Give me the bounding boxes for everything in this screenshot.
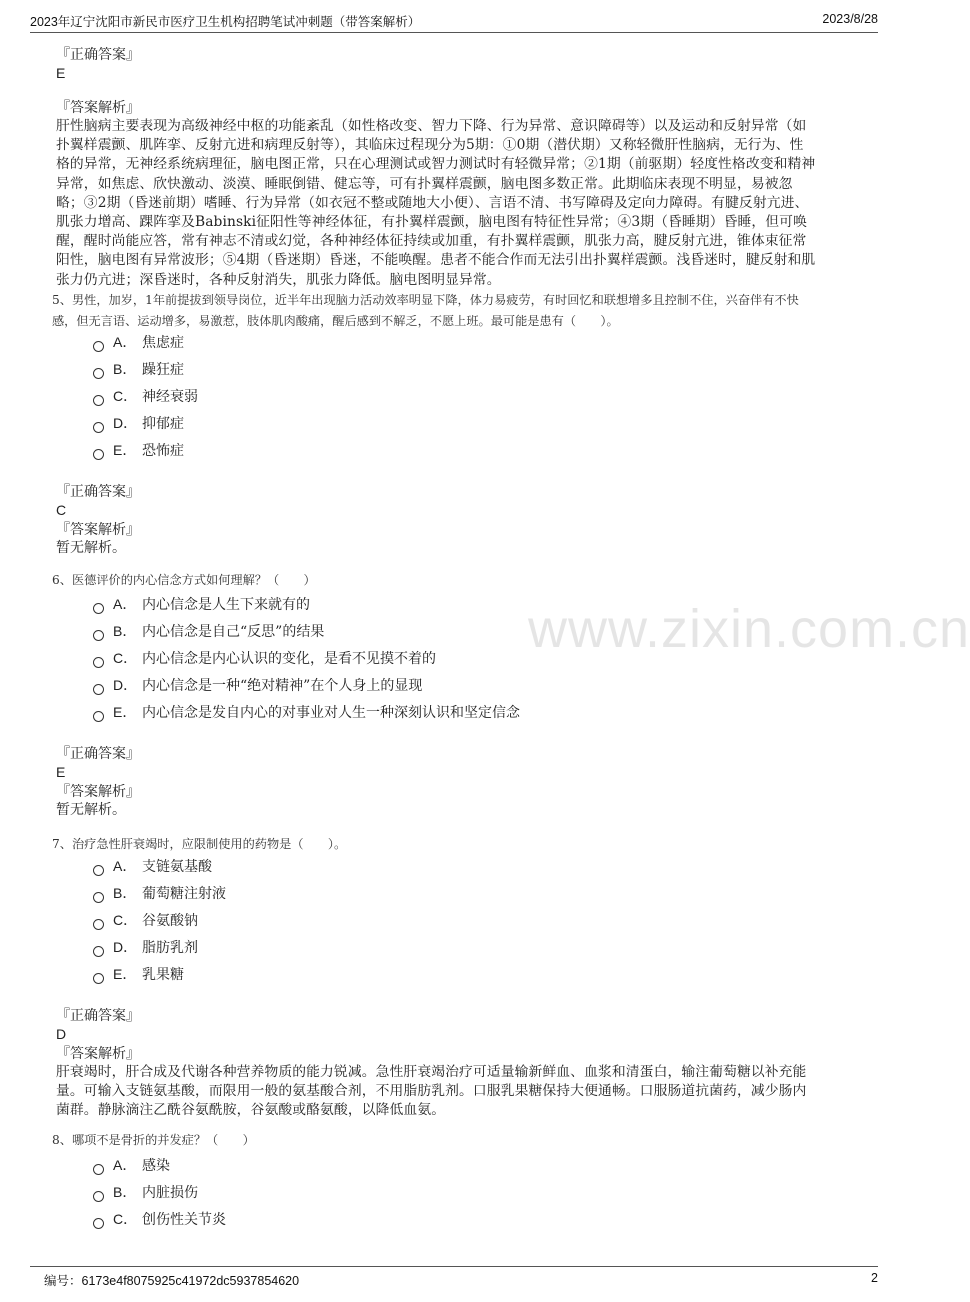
option-letter: B． (113, 885, 137, 901)
radio-icon[interactable] (93, 973, 104, 984)
option-text: 创伤性关节炎 (142, 1212, 226, 1228)
analysis-line: 量。可输入支链氨基酸，而限用一般的氨基酸合剂，不用脂肪乳剂。口服乳果糖保持大便通畅。口服肠道抗菌药，减少肠内 (56, 1083, 807, 1100)
analysis-line: 阳性，脑电图有异常波形；⑤4期（昏迷期）昏迷，不能唤醒。患者不能合作而无法引出扑翼样震颤。浅昏迷时，腱反射和肌 (56, 252, 816, 269)
analysis-line: 张力仍亢进；深昏迷时，各种反射消失，肌张力降低。脑电图明显异常。 (56, 271, 501, 288)
radio-icon[interactable] (93, 1191, 104, 1202)
option-c[interactable] (93, 386, 198, 406)
analysis-text (56, 117, 868, 290)
option-d[interactable] (93, 675, 422, 695)
option-text: 内心信念是发自内心的对事业对人生一种深刻认识和坚定信念 (142, 705, 520, 721)
question-text: 7、治疗急性肝衰竭时，应限制使用的药物是（ ）。 (52, 837, 347, 851)
option-d[interactable] (93, 937, 198, 957)
option-text: 谷氨酸钠 (142, 913, 198, 929)
document-date: 2023/8/28 (822, 12, 878, 26)
page-header (30, 12, 878, 30)
option-letter: D． (113, 939, 138, 955)
option-text: 葡萄糖注射液 (142, 886, 226, 902)
option-a[interactable] (93, 856, 212, 876)
analysis-line: 醒，醒时尚能应答，常有神志不清或幻觉，各种神经体征持续或加重，有扑翼样震颤，肌张力高，腱反射亢进，锥体束征常 (56, 233, 807, 250)
question-line: 5、男性，加岁，1年前提拔到领导岗位，近半年出现脑力活动效率明显下降，体力易疲劳，有时回忆和联想增多且控制不住，兴奋伴有不快 (52, 293, 799, 307)
option-letter: C． (113, 912, 138, 928)
radio-icon[interactable] (93, 341, 104, 352)
option-letter: B． (113, 361, 137, 377)
watermark: www.zixin.com.cn (528, 599, 970, 659)
radio-icon[interactable] (93, 603, 104, 614)
analysis-line: 肝性脑病主要表现为高级神经中枢的功能紊乱（如性格改变、智力下降、行为异常、意识障碍等）以及运动和反射异常（如 (56, 118, 807, 134)
question-text: 8、哪项不是骨折的并发症？（ ） (52, 1133, 255, 1147)
option-d[interactable] (93, 413, 184, 433)
analysis-line: 略；③2期（昏迷前期）嗜睡、行为异常（如衣冠不整或随地大小便）、言语不清、书写障碍及定向力障碍。有腱反射亢进、 (56, 194, 809, 211)
option-c[interactable] (93, 910, 198, 930)
option-b[interactable] (93, 621, 324, 641)
radio-icon[interactable] (93, 865, 104, 876)
option-letter: D． (113, 677, 138, 693)
question-line: 感，但无言语、运动增多，易激惹，肢体肌肉酸痛，醒后感到不解乏，不愿上班。最可能是患有（ ）。 (52, 314, 619, 328)
question-text: 6、医德评价的内心信念方式如何理解？（ ） (52, 573, 316, 587)
analysis-text (56, 1063, 868, 1121)
option-text: 躁狂症 (142, 362, 184, 378)
option-letter: A． (113, 1157, 137, 1173)
analysis-line: 格的异常，无神经系统病理征，脑电图正常，只在心理测试或智力测试时有轻微异常；②1期（前驱期）轻度性格改变和精神 (56, 156, 816, 173)
option-text: 乳果糖 (142, 967, 184, 983)
radio-icon[interactable] (93, 1218, 104, 1229)
analysis-line: 异常，如焦虑、欣快激动、淡漠、睡眠倒错、健忘等，可有扑翼样震颤，脑电图多数正常。此期临床表现不明显，易被忽 (56, 175, 793, 192)
option-text: 脂肪乳剂 (142, 940, 198, 956)
analysis-line: 肝衰竭时，肝合成及代谢各种营养物质的能力锐减。急性肝衰竭治疗可适量输新鲜血、血浆和清蛋白，输注葡萄糖以补充能 (56, 1064, 807, 1080)
correct-answer-label: 『正确答案』 (56, 484, 140, 500)
radio-icon[interactable] (93, 368, 104, 379)
option-letter: D． (113, 415, 138, 431)
correct-answer: D (56, 1026, 67, 1042)
option-text: 抑郁症 (142, 416, 184, 432)
option-e[interactable] (93, 702, 520, 722)
option-text: 内脏损伤 (142, 1185, 198, 1201)
correct-answer: E (56, 65, 66, 81)
option-letter: C． (113, 650, 138, 666)
option-letter: E． (113, 966, 137, 982)
option-b[interactable] (93, 883, 226, 903)
correct-answer-label: 『正确答案』 (56, 1008, 140, 1024)
analysis-text: 暂无解析。 (56, 802, 126, 818)
radio-icon[interactable] (93, 684, 104, 695)
option-text: 恐怖症 (142, 443, 184, 459)
radio-icon[interactable] (93, 657, 104, 668)
option-a[interactable] (93, 332, 184, 352)
option-text: 神经衰弱 (142, 389, 198, 405)
correct-answer: C (56, 502, 67, 518)
radio-icon[interactable] (93, 395, 104, 406)
question-text (52, 290, 872, 332)
radio-icon[interactable] (93, 711, 104, 722)
radio-icon[interactable] (93, 892, 104, 903)
option-letter: A． (113, 858, 137, 874)
analysis-line: 扑翼样震颤、肌阵挛、反射亢进和病理反射等），其临床过程现分为5期：①0期（潜伏期）又称轻微肝性脑病，无行为、性 (56, 137, 804, 154)
analysis-text: 暂无解析。 (56, 540, 126, 556)
radio-icon[interactable] (93, 946, 104, 957)
page-number: 2 (871, 1271, 878, 1285)
option-letter: C． (113, 1211, 138, 1227)
analysis-label: 『答案解析』 (56, 100, 140, 116)
document-code: 编号：6173e4f8075925c41972dc5937854620 (44, 1274, 300, 1288)
footer-divider (30, 1266, 878, 1267)
analysis-label: 『答案解析』 (56, 1046, 140, 1062)
radio-icon[interactable] (93, 630, 104, 641)
radio-icon[interactable] (93, 1164, 104, 1175)
correct-answer-label: 『正确答案』 (56, 47, 140, 63)
header-divider (30, 32, 878, 33)
option-a[interactable] (93, 594, 310, 614)
correct-answer-label: 『正确答案』 (56, 746, 140, 762)
option-text: 内心信念是一种“绝对精神”在个人身上的显现 (142, 678, 423, 694)
analysis-label: 『答案解析』 (56, 784, 140, 800)
option-letter: E． (113, 442, 137, 458)
option-text: 内心信念是自己“反思”的结果 (142, 624, 325, 640)
radio-icon[interactable] (93, 449, 104, 460)
correct-answer: E (56, 764, 66, 780)
analysis-label: 『答案解析』 (56, 522, 140, 538)
option-text: 感染 (142, 1158, 170, 1174)
option-text: 内心信念是内心认识的变化，是看不见摸不着的 (142, 651, 436, 667)
option-e[interactable] (93, 964, 184, 984)
option-b[interactable] (93, 1182, 198, 1202)
option-letter: A． (113, 596, 137, 612)
option-e[interactable] (93, 440, 184, 460)
option-a[interactable] (93, 1155, 170, 1175)
option-letter: A． (113, 334, 137, 350)
option-letter: C． (113, 388, 138, 404)
option-text: 内心信念是人生下来就有的 (142, 597, 310, 613)
radio-icon[interactable] (93, 919, 104, 930)
option-letter: B． (113, 1184, 137, 1200)
option-text: 焦虑症 (142, 335, 184, 351)
analysis-line: 肌张力增高、踝阵挛及Babinski征阳性等神经体征，有扑翼样震颤，脑电图有特征性异常；④3期（昏睡期）昏睡，但可唤 (56, 214, 807, 231)
option-c[interactable] (93, 1209, 226, 1229)
option-b[interactable] (93, 359, 184, 379)
option-letter: B． (113, 623, 137, 639)
option-c[interactable] (93, 648, 436, 668)
document-title: 2023年辽宁沈阳市新民市医疗卫生机构招聘笔试冲刺题（带答案解析） (30, 15, 421, 29)
analysis-line: 菌群。静脉滴注乙酰谷氨酰胺，谷氨酸或酪氨酸，以降低血氨。 (56, 1102, 446, 1119)
option-letter: E． (113, 704, 137, 720)
option-text: 支链氨基酸 (142, 859, 212, 875)
page-footer (44, 1271, 878, 1289)
radio-icon[interactable] (93, 422, 104, 433)
